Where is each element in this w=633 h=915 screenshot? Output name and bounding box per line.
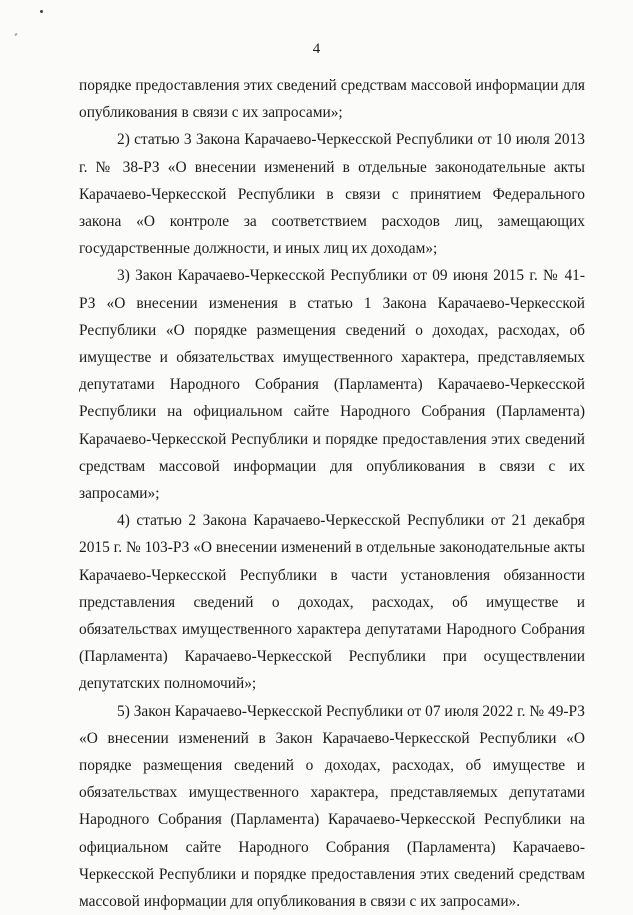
paragraph-continuation: порядке предоставления этих сведений средствам массовой информации для опубликования в связи с их запросами»; [79, 77, 585, 122]
scan-speck [40, 10, 43, 13]
paragraph-item-4: 4) статью 2 Закона Карачаево-Черкесской Республики от 21 декабря 2015 г. № 103-РЗ «О внесении изменений в отдельные законодательные акты Карачаево-Черкесской Республики в части установления обязанности представления сведений о доходах, расходах, об имуществе и обязательствах имущественного характера депутатами Народного Собрания (Парламента) Карачаево-Черкесской Республики при осуществлении депутатских полномочий»; [79, 512, 585, 693]
scan-mark: ﾞ [14, 32, 21, 46]
paragraph-item-3: 3) Закон Карачаево-Черкесской Республики от 09 июня 2015 г. № 41-РЗ «О внесении изменения в статью 1 Закона Карачаево-Черкесской Республики «О порядке размещения сведений о доходах, расходах, об имуществе и обязательствах имущественного характера, представляемых депутатами Народного Собрания (Парламента) Карачаево-Черкесской Республики на официальном сайте Народного Собрания (Парламента) Карачаево-Черкесской Республики и порядке предоставления этих сведений средствам массовой информации для опубликования в связи с их запросами»; [79, 267, 585, 503]
page-number: 4 [312, 41, 321, 57]
paragraph-item-2: 2) статью 3 Закона Карачаево-Черкесской Республики от 10 июля 2013 г. № 38-РЗ «О внесении изменений в отдельные законодательные акты Карачаево-Черкесской Республики в связи с принятием Федерального закона «О контроле за соответствием расходов лиц, замещающих государственные должности, и иных лиц их доходам»; [79, 131, 585, 258]
paragraph-item-5: 5) Закон Карачаево-Черкесской Республики от 07 июля 2022 г. № 49-РЗ «О внесении изменений в Закон Карачаево-Черкесской Республики «О порядке размещения сведений о доходах, расходах, об имуществе и обязательствах имущественного характера, представляемых депутатами Народного Собрания (Парламента) Карачаево-Черкесской Республики на официальном сайте Народного Собрания (Парламента) Карачаево-Черкесской Республики и порядке предоставления этих сведений средствам массовой информации для опубликования в связи с их запросами». [79, 702, 585, 911]
document-body [79, 72, 585, 915]
